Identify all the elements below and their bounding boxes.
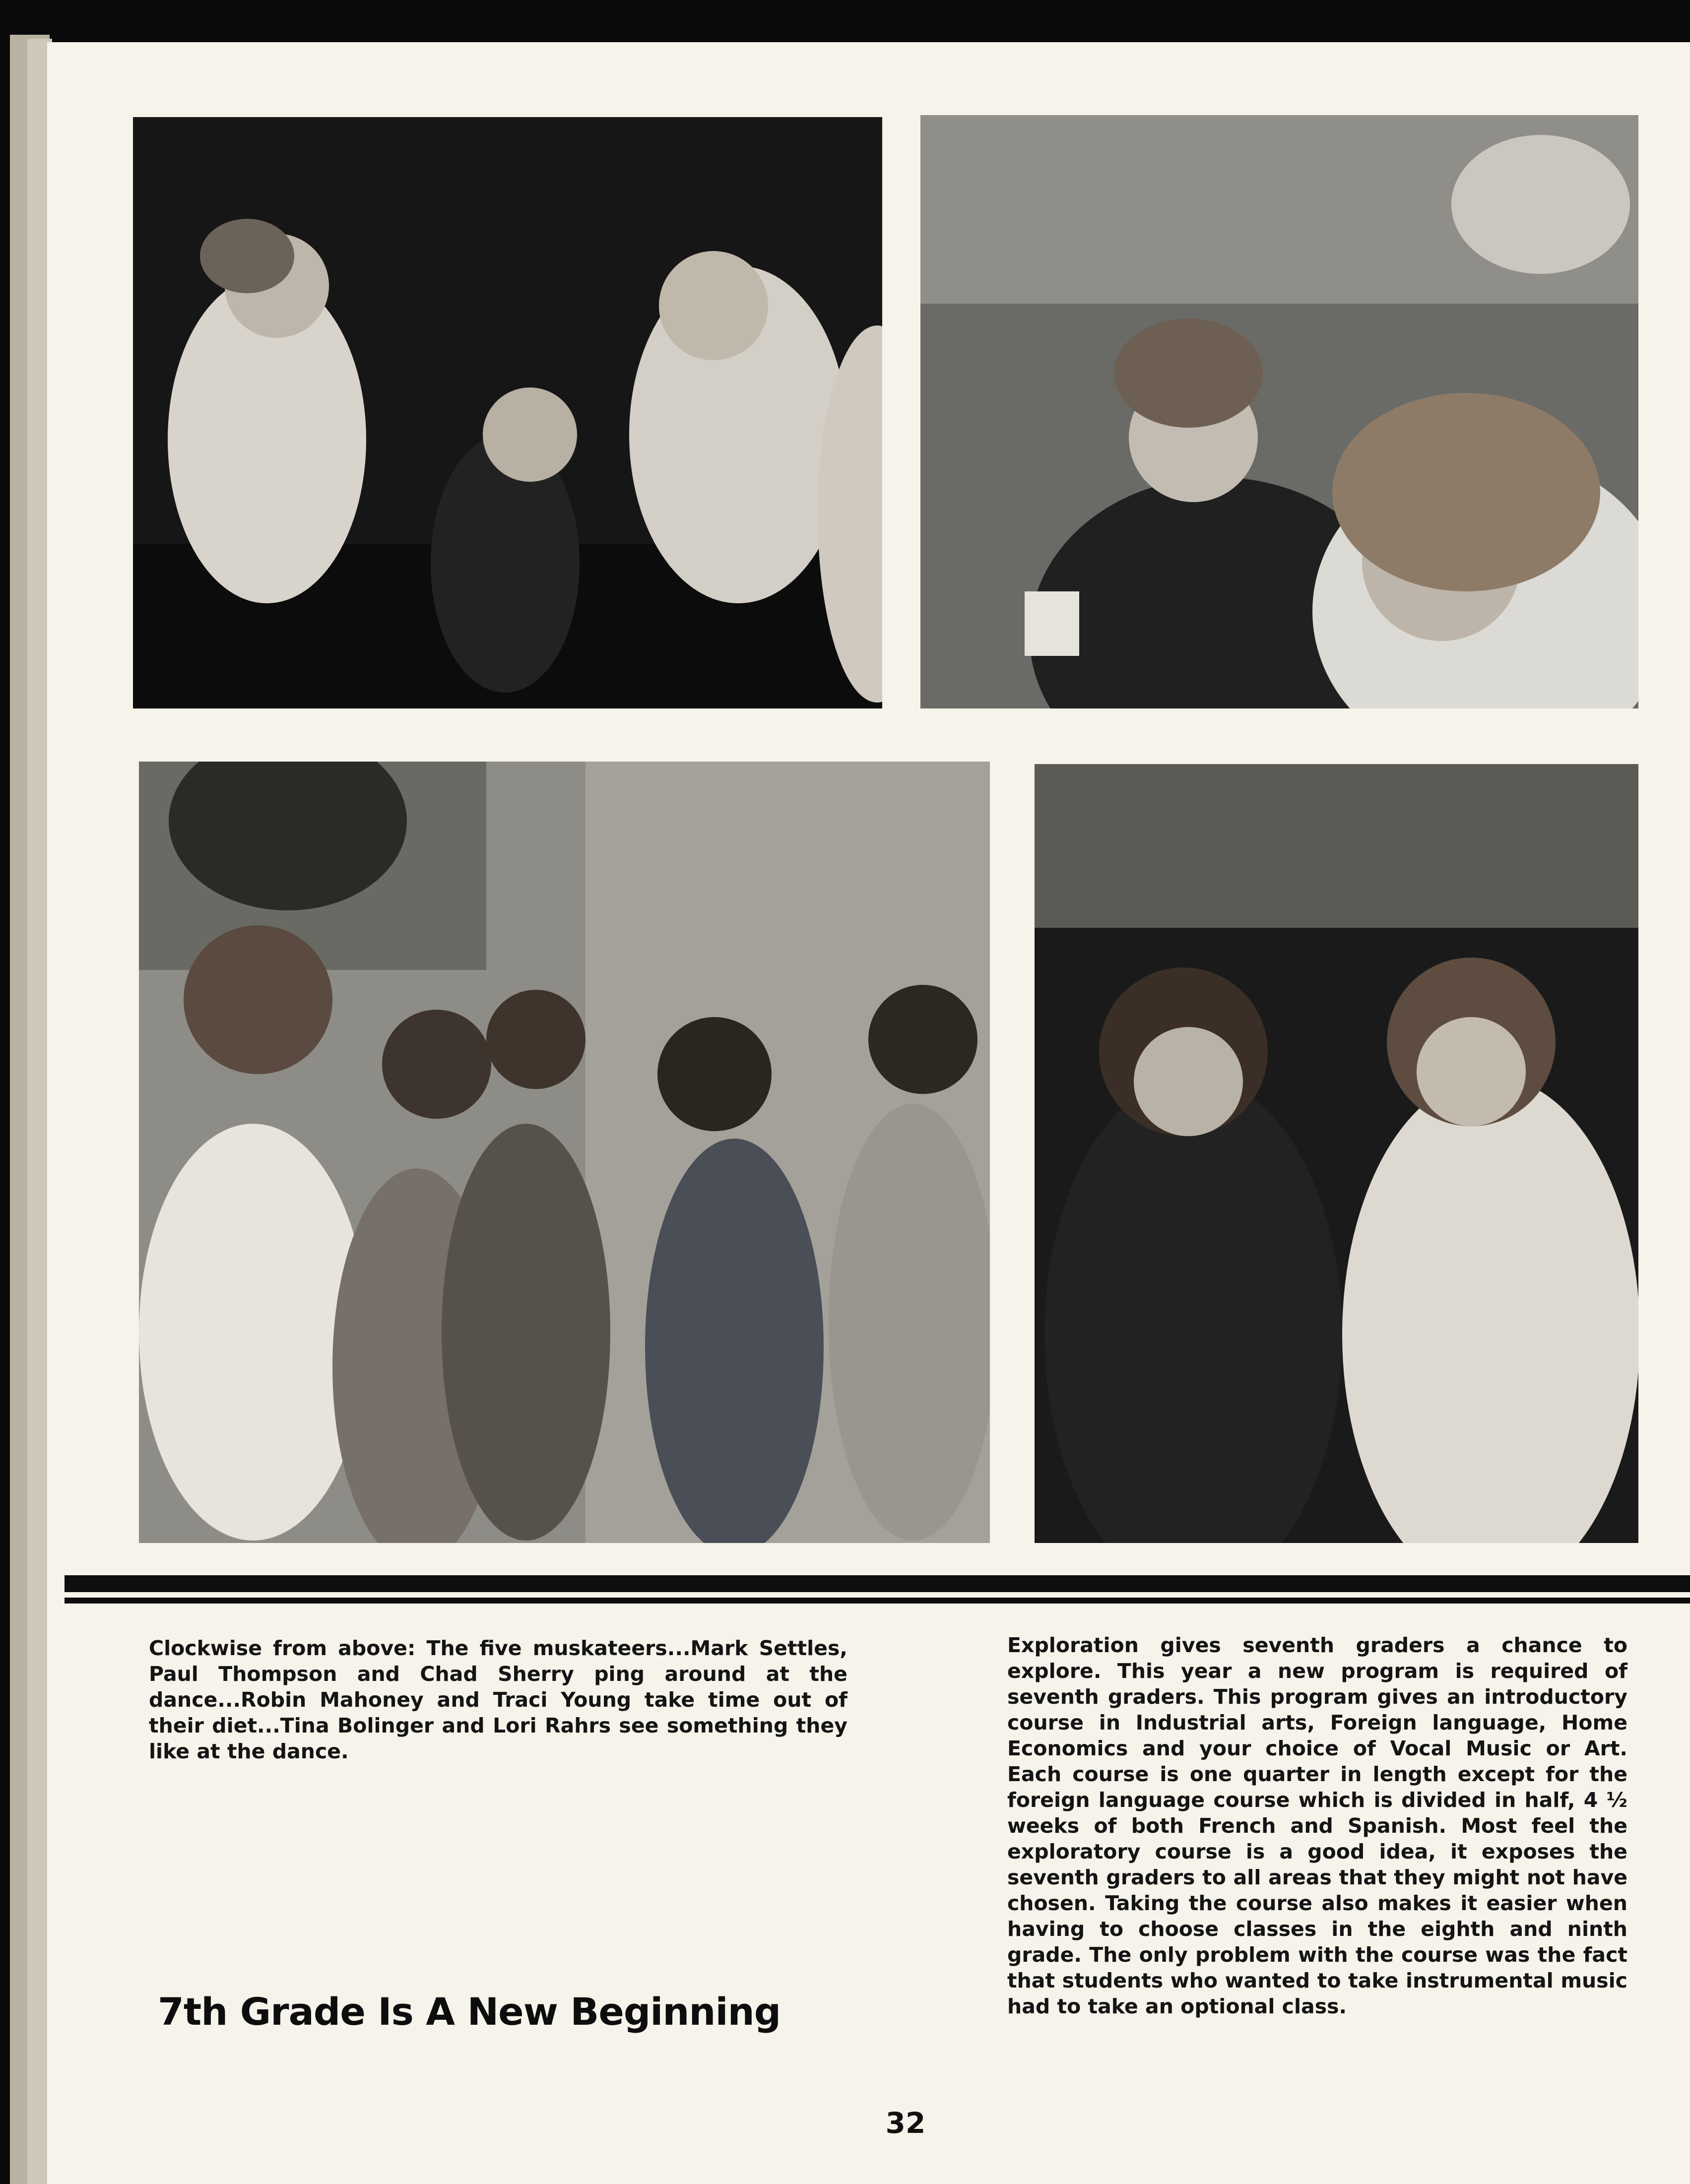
- photo-girls-eating: [920, 115, 1638, 708]
- page-number: 32: [885, 2106, 926, 2140]
- section-divider-top: [65, 1575, 1690, 1592]
- photo-ping-pong-boys: [133, 117, 882, 708]
- article-body: Exploration gives seventh graders a chance to explore. This year a new program is required of seventh graders. This program gives an introductory course in Industrial arts, Foreign language, Home Economics and your choice of Vocal Music or Art. Each course is one quarter in length except for the foreign language course which is divided in half, 4 ½ weeks of both French and Spanish. Most feel the exploratory course is a good idea, it exposes the seventh graders to all areas that they might not have chosen. Taking the course also makes it easier when having to choose classes in the eighth and ninth grade. The only problem with the course was the fact that students who wanted to take instrumental music had to take an optional class.: [1007, 1633, 1627, 2018]
- photo-group-in-hallway: [139, 762, 990, 1543]
- photo-two-girls-at-dance: [1035, 764, 1638, 1543]
- section-divider-bottom: [65, 1598, 1690, 1604]
- photo-caption: Clockwise from above: The five muskateers...Mark Settles, Paul Thompson and Chad Sherry ping around at the dance...Robin Mahoney and Traci Young take time out of their diet...Tina Bolinger and Lori Rahrs see something they like at the dance.: [149, 1636, 847, 1763]
- page-heading: 7th Grade Is A New Beginning: [158, 1990, 781, 2034]
